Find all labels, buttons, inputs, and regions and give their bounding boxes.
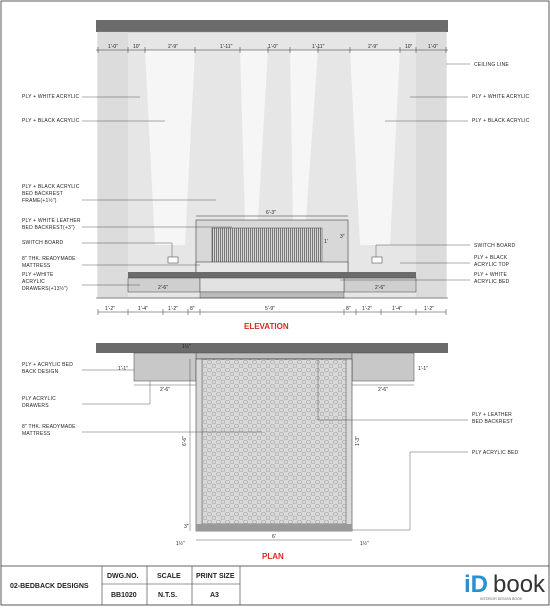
label-ply-black: PLY + BLACK bbox=[474, 255, 508, 261]
label-acrylic: ACRYLIC bbox=[22, 279, 45, 285]
bottom-dim-0: 1'-2" bbox=[105, 306, 115, 312]
plan-label-drawers: DRAWERS bbox=[22, 403, 49, 409]
label-ceiling-line: CEILING LINE bbox=[474, 62, 509, 68]
scale-value: N.T.S. bbox=[158, 592, 178, 599]
ceiling-slab bbox=[96, 20, 448, 32]
plan-mattress bbox=[202, 359, 346, 524]
label-mattress: MATTRESS bbox=[22, 263, 51, 269]
plan-label-ply-acrylic-bed: PLY + ACRYLIC BED bbox=[22, 362, 74, 368]
plan-view bbox=[22, 343, 519, 561]
elevation-title: ELEVATION bbox=[244, 322, 289, 331]
plan-label-back-design: BACK DESIGN bbox=[22, 369, 59, 375]
dim-2-6-left: 2'-6" bbox=[158, 285, 168, 291]
label-ply-black-acrylic-l: PLY + BLACK ACRYLIC bbox=[22, 118, 80, 124]
plan-label-ply-leather: PLY + LEATHER bbox=[472, 412, 512, 418]
plan-label-mattress: MATTRESS bbox=[22, 431, 51, 437]
bottom-dim-4: 5'-9" bbox=[265, 306, 275, 312]
idbook-logo bbox=[464, 571, 546, 601]
bottom-dim-1: 1'-4" bbox=[138, 306, 148, 312]
plan-dim-br: 1½" bbox=[360, 541, 369, 547]
dwg-no-label: DWG.NO. bbox=[107, 573, 139, 580]
print-size-label: PRINT SIZE bbox=[196, 573, 235, 580]
acrylic-top-band bbox=[128, 272, 416, 278]
label-bed-backrest: BED BACKREST bbox=[22, 191, 64, 197]
top-dim-7: 10" bbox=[405, 44, 413, 50]
label-ply-white-r: PLY + WHITE bbox=[474, 272, 507, 278]
plan-dim-right-side: 1'-1" bbox=[418, 366, 428, 372]
label-drawers: DRAWERS(+13½") bbox=[22, 286, 68, 292]
label-ply-white: PLY +WHITE bbox=[22, 272, 54, 278]
bed-base bbox=[200, 278, 344, 292]
plan-dim-left-drawer: 2'-6" bbox=[160, 387, 170, 393]
bottom-dim-2: 1'-2" bbox=[168, 306, 178, 312]
logo-book: book bbox=[493, 571, 546, 598]
plan-dim-right-drawer: 2'-6" bbox=[378, 387, 388, 393]
label-frame: FRAME(+1½") bbox=[22, 198, 57, 204]
plan-drawer-right bbox=[352, 353, 414, 381]
label-acrylic-bed: ACRYLIC BED bbox=[474, 279, 510, 285]
plan-label-readymade: 8" THK. READYMADE bbox=[22, 424, 76, 430]
label-ply-white-leather: PLY + WHITE LEATHER bbox=[22, 218, 81, 224]
plan-label-bed-backrest: BED BACKREST bbox=[472, 419, 514, 425]
plan-title: PLAN bbox=[262, 552, 284, 561]
plan-dim-side-small: 1'-3" bbox=[355, 436, 361, 446]
top-dim-0: 1'-0" bbox=[108, 44, 118, 50]
dwg-no-value: BB1020 bbox=[111, 592, 137, 599]
title-block bbox=[1, 566, 549, 605]
bottom-dim-6: 1'-2" bbox=[362, 306, 372, 312]
bottom-dim-8: 1'-2" bbox=[424, 306, 434, 312]
dim-small: 3" bbox=[340, 234, 345, 240]
plan-dim-length: 6'-6" bbox=[182, 436, 188, 446]
top-dim-4: 1'-0" bbox=[268, 44, 278, 50]
bottom-dim-5: 8" bbox=[346, 306, 351, 312]
elevation-view bbox=[22, 20, 530, 331]
top-dim-6: 2'-9" bbox=[368, 44, 378, 50]
switch-board-left bbox=[168, 257, 178, 263]
top-dim-5: 1'-11" bbox=[312, 44, 325, 50]
label-ply-black-acrylic-r: PLY + BLACK ACRYLIC bbox=[472, 118, 530, 124]
plan-backrest bbox=[196, 353, 352, 359]
plan-dim-top: 1½" bbox=[182, 344, 191, 350]
label-ply-black-acrylic-2: PLY + BLACK ACRYLIC bbox=[22, 184, 80, 190]
label-switch-board-l: SWITCH BOARD bbox=[22, 240, 64, 246]
label-readymade: 8" THK. READYMADE bbox=[22, 256, 76, 262]
logo-tagline: INTERIOR DESIGN BOOK bbox=[480, 597, 523, 601]
label-ply-white-acrylic-r: PLY + WHITE ACRYLIC bbox=[472, 94, 530, 100]
bottom-dim-7: 1'-4" bbox=[392, 306, 402, 312]
plan-dim-width: 6' bbox=[272, 534, 276, 540]
top-dim-2: 2'-9" bbox=[168, 44, 178, 50]
plan-label-ply-acrylic: PLY ACRYLIC bbox=[22, 396, 56, 402]
dim-6-3: 6'-3" bbox=[266, 210, 276, 216]
label-acrylic-top: ACRYLIC TOP bbox=[474, 262, 510, 268]
print-size-value: A3 bbox=[210, 592, 219, 599]
top-dim-3: 1'-11" bbox=[220, 44, 233, 50]
top-dim-8: 1'-0" bbox=[428, 44, 438, 50]
plan-dim-left-side: 1'-1" bbox=[118, 366, 128, 372]
plan-drawer-left bbox=[134, 353, 196, 381]
dim-1: 1' bbox=[324, 239, 328, 245]
plan-bed-foot bbox=[196, 524, 352, 531]
top-dim-1: 10" bbox=[133, 44, 141, 50]
logo-id: iD bbox=[464, 571, 488, 598]
edge-panel-left bbox=[98, 32, 128, 298]
switch-board-right bbox=[372, 257, 382, 263]
label-ply-white-acrylic-l: PLY + WHITE ACRYLIC bbox=[22, 94, 80, 100]
drawing-name: 02-BEDBACK DESIGNS bbox=[10, 583, 89, 590]
bed-plinth bbox=[200, 292, 344, 298]
label-switch-board-r: SWITCH BOARD bbox=[474, 243, 516, 249]
plan-wall bbox=[96, 343, 448, 353]
plan-dim-end: 3" bbox=[184, 524, 189, 530]
dim-2-6-right: 2'-6" bbox=[375, 285, 385, 291]
bottom-dim-3: 8" bbox=[190, 306, 195, 312]
edge-panel-right bbox=[416, 32, 446, 298]
scale-label: SCALE bbox=[157, 573, 181, 580]
plan-label-ply-acrylic-bed: PLY ACRYLIC BED bbox=[472, 450, 519, 456]
plan-dim-bl: 1½" bbox=[176, 541, 185, 547]
label-bed-backrest-3: BED BACKREST(+3") bbox=[22, 225, 75, 231]
